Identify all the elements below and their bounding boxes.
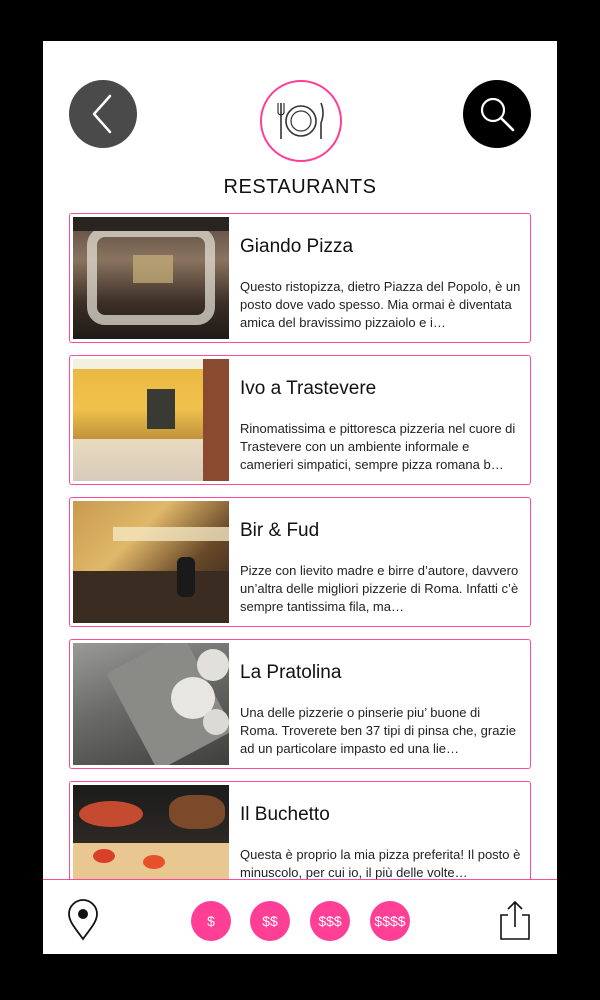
- back-button[interactable]: [69, 80, 137, 148]
- restaurant-name: Ivo a Trastevere: [240, 378, 377, 399]
- restaurant-description: Questa è proprio la mia pizza preferita! Il posto è minuscolo, per cui io, il più delle volte…: [240, 847, 521, 879]
- restaurant-photo: [73, 359, 229, 481]
- restaurant-description: Pizze con lievito madre e birre d’autore, davvero un’altra delle migliori pizzerie di Roma. Infatti c’è sempre tantissima fila, ma…: [240, 563, 519, 614]
- restaurant-photo: [73, 217, 229, 339]
- restaurant-card[interactable]: [69, 639, 531, 769]
- restaurant-name: Giando Pizza: [240, 236, 354, 257]
- price-filter-2[interactable]: $$: [250, 901, 290, 941]
- price-filter-4[interactable]: $$$$: [370, 901, 410, 941]
- restaurant-card[interactable]: [69, 213, 531, 343]
- restaurant-card[interactable]: [69, 355, 531, 485]
- bottom-bar: [43, 879, 557, 954]
- price-filter-1[interactable]: $: [191, 901, 231, 941]
- share-icon: [498, 899, 532, 941]
- restaurant-name: Bir & Fud: [240, 520, 320, 541]
- restaurant-photo: [73, 501, 229, 623]
- restaurant-card[interactable]: [69, 781, 531, 879]
- restaurant-name: Il Buchetto: [240, 804, 330, 825]
- plate-cutlery-icon: [275, 99, 327, 143]
- app-screen: [43, 41, 557, 954]
- search-icon: [477, 94, 517, 134]
- page-title: RESTAURANTS: [223, 176, 377, 198]
- share-button[interactable]: [497, 898, 533, 942]
- search-button[interactable]: [463, 80, 531, 148]
- restaurant-description: Una delle pizzerie o pinserie piu’ buone di Roma. Troverete ben 37 tipi di pinsa che, grazie ad un particolare impasto ed una lie…: [240, 705, 517, 756]
- restaurant-photo: [73, 785, 229, 879]
- price-filter-3[interactable]: $$$: [310, 901, 350, 941]
- restaurant-card[interactable]: [69, 497, 531, 627]
- restaurant-description: Rinomatissima e pittoresca pizzeria nel cuore di Trastevere con un ambiente informale e camerieri simpatici, sempre pizza romana b…: [240, 421, 516, 472]
- restaurant-name: La Pratolina: [240, 662, 342, 683]
- map-pin-icon: [66, 899, 100, 941]
- restaurant-photo: [73, 643, 229, 765]
- app-logo: [260, 80, 342, 162]
- location-button[interactable]: [65, 898, 101, 942]
- restaurant-description: Questo ristopizza, dietro Piazza del Popolo, è un posto dove vado spesso. Mia ormai è diventata amica del bravissimo pizzaiolo e i…: [240, 279, 521, 330]
- chevron-left-icon: [88, 93, 118, 135]
- restaurant-list[interactable]: [69, 213, 531, 879]
